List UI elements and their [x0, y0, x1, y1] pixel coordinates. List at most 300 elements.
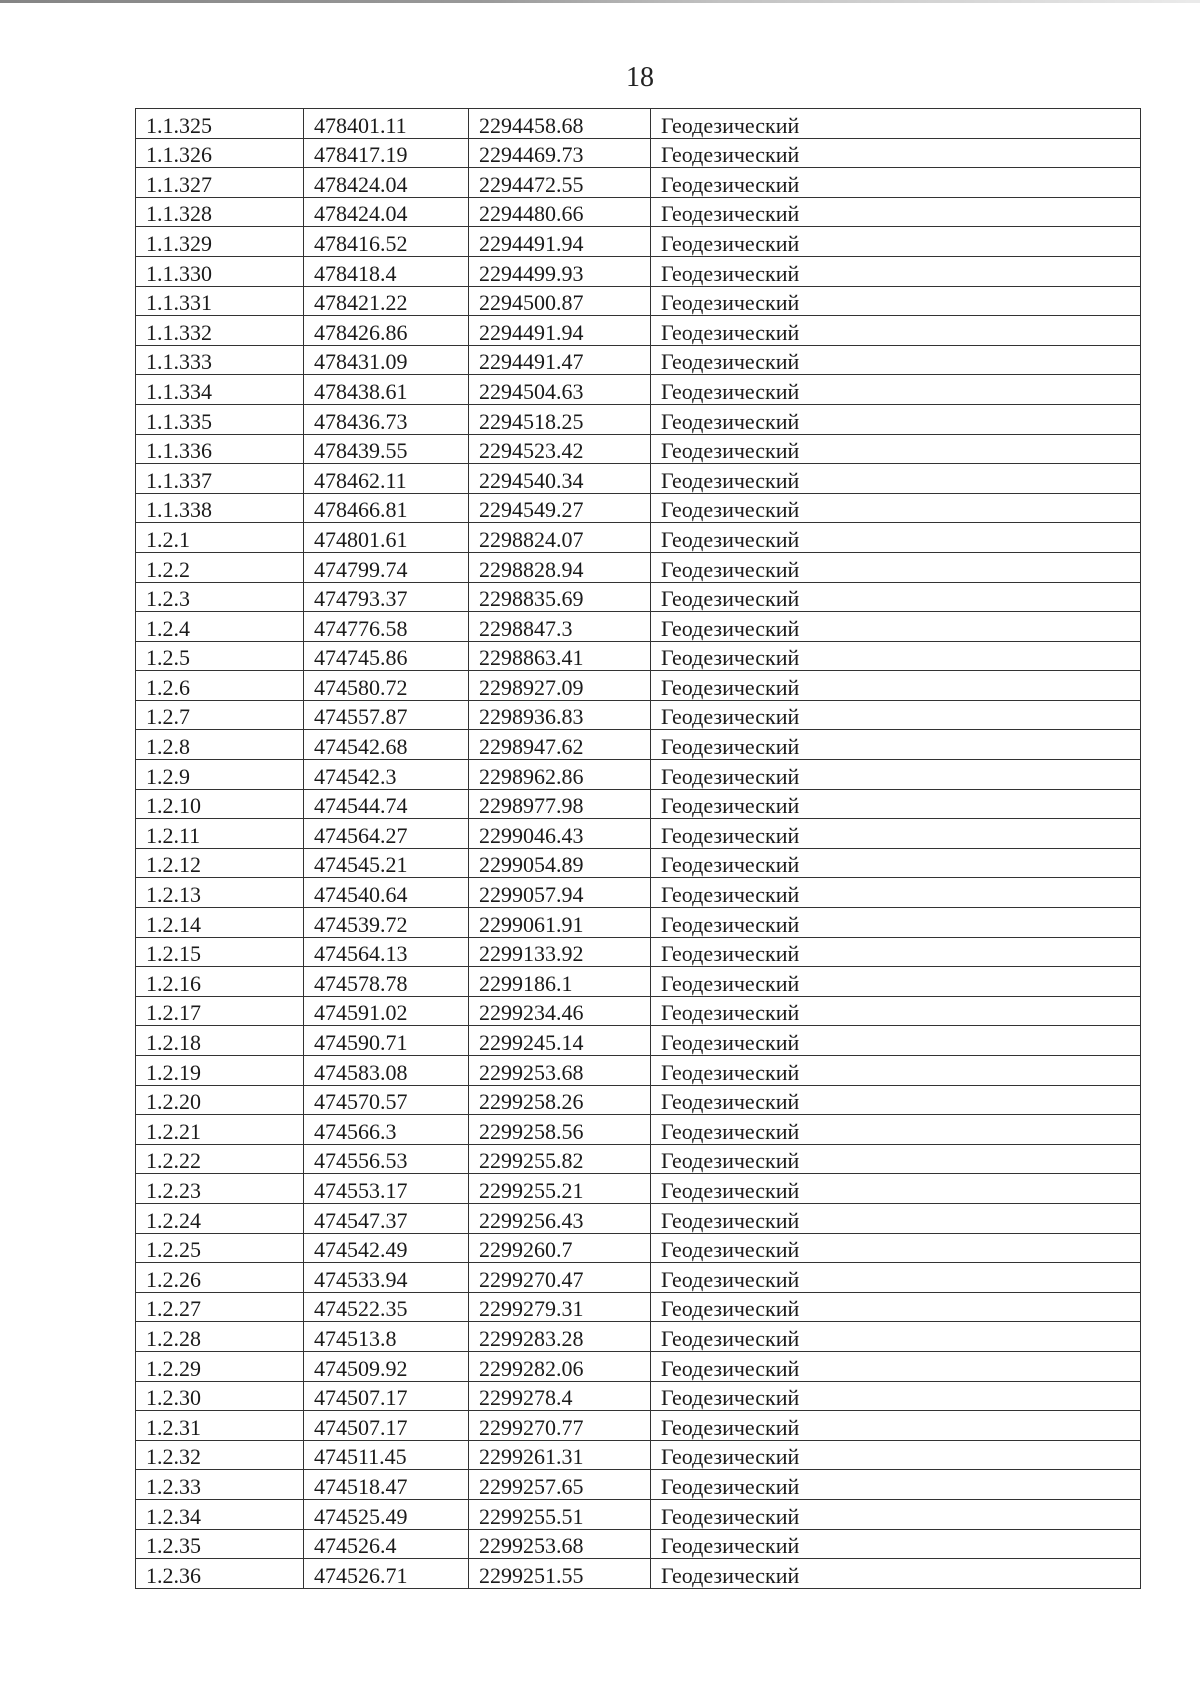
y-coordinate-text: 2299257.65	[479, 1473, 584, 1499]
point-number-text: 1.2.21	[146, 1118, 201, 1144]
method-cell	[651, 227, 1141, 257]
x-coordinate-cell	[304, 967, 469, 997]
method-cell	[651, 197, 1141, 227]
y-coordinate-text: 2298863.41	[479, 645, 584, 671]
y-coordinate-text: 2299234.46	[479, 1000, 584, 1026]
x-coordinate-text: 474553.17	[314, 1177, 408, 1203]
y-coordinate-cell	[469, 641, 651, 671]
table-row	[136, 1440, 1141, 1470]
x-coordinate-cell	[304, 1056, 469, 1086]
y-coordinate-cell	[469, 286, 651, 316]
point-number-cell	[136, 1322, 304, 1352]
y-coordinate-cell	[469, 1381, 651, 1411]
table-row	[136, 434, 1141, 464]
x-coordinate-cell	[304, 1026, 469, 1056]
point-number-cell	[136, 227, 304, 257]
table-row	[136, 1085, 1141, 1115]
point-number-text: 1.1.327	[146, 171, 212, 197]
x-coordinate-cell	[304, 1203, 469, 1233]
y-coordinate-text: 2299283.28	[479, 1325, 584, 1351]
method-text: Геодезический	[661, 556, 800, 582]
point-number-cell	[136, 848, 304, 878]
method-text: Геодезический	[661, 882, 800, 908]
x-coordinate-text: 474518.47	[314, 1473, 408, 1499]
method-cell	[651, 1144, 1141, 1174]
method-text: Геодезический	[661, 290, 800, 316]
method-text: Геодезический	[661, 970, 800, 996]
point-number-cell	[136, 760, 304, 790]
y-coordinate-cell	[469, 1499, 651, 1529]
table-row	[136, 227, 1141, 257]
y-coordinate-text: 2294518.25	[479, 408, 584, 434]
x-coordinate-cell	[304, 375, 469, 405]
x-coordinate-cell	[304, 1322, 469, 1352]
y-coordinate-cell	[469, 375, 651, 405]
x-coordinate-cell	[304, 1381, 469, 1411]
table-row	[136, 523, 1141, 553]
method-cell	[651, 1085, 1141, 1115]
table-row	[136, 582, 1141, 612]
point-number-cell	[136, 967, 304, 997]
method-text: Геодезический	[661, 1237, 800, 1263]
x-coordinate-cell	[304, 730, 469, 760]
method-cell	[651, 434, 1141, 464]
x-coordinate-text: 478462.11	[314, 467, 407, 493]
method-cell	[651, 878, 1141, 908]
x-coordinate-cell	[304, 700, 469, 730]
method-text: Геодезический	[661, 852, 800, 878]
y-coordinate-text: 2298962.86	[479, 763, 584, 789]
page-number: 18	[626, 62, 654, 93]
method-cell	[651, 404, 1141, 434]
y-coordinate-text: 2299061.91	[479, 911, 584, 937]
x-coordinate-cell	[304, 256, 469, 286]
point-number-cell	[136, 434, 304, 464]
x-coordinate-text: 474526.4	[314, 1533, 397, 1559]
method-text: Геодезический	[661, 1562, 800, 1588]
point-number-text: 1.1.328	[146, 201, 212, 227]
point-number-cell	[136, 138, 304, 168]
method-cell	[651, 1351, 1141, 1381]
method-cell	[651, 1233, 1141, 1263]
point-number-text: 1.2.5	[146, 645, 190, 671]
table-row	[136, 671, 1141, 701]
point-number-text: 1.1.336	[146, 438, 212, 464]
x-coordinate-cell	[304, 612, 469, 642]
y-coordinate-text: 2299251.55	[479, 1562, 584, 1588]
point-number-cell	[136, 641, 304, 671]
table-row	[136, 375, 1141, 405]
point-number-text: 1.1.329	[146, 230, 212, 256]
x-coordinate-text: 478418.4	[314, 260, 397, 286]
y-coordinate-text: 2299253.68	[479, 1533, 584, 1559]
y-coordinate-cell	[469, 1203, 651, 1233]
method-cell	[651, 908, 1141, 938]
x-coordinate-text: 474590.71	[314, 1030, 408, 1055]
x-coordinate-cell	[304, 760, 469, 790]
x-coordinate-text: 474564.27	[314, 822, 408, 848]
x-coordinate-cell	[304, 286, 469, 316]
y-coordinate-text: 2294500.87	[479, 290, 584, 316]
point-number-text: 1.2.34	[146, 1503, 201, 1529]
x-coordinate-text: 474776.58	[314, 615, 408, 641]
point-number-text: 1.1.332	[146, 319, 212, 345]
point-number-text: 1.1.334	[146, 378, 212, 404]
point-number-cell	[136, 345, 304, 375]
x-coordinate-cell	[304, 1144, 469, 1174]
method-text: Геодезический	[661, 1000, 800, 1026]
x-coordinate-text: 474547.37	[314, 1207, 408, 1233]
point-number-cell	[136, 819, 304, 849]
table-row	[136, 760, 1141, 790]
table-row	[136, 1529, 1141, 1559]
y-coordinate-text: 2299253.68	[479, 1059, 584, 1085]
y-coordinate-cell	[469, 760, 651, 790]
table-row	[136, 345, 1141, 375]
table-row	[136, 730, 1141, 760]
x-coordinate-cell	[304, 1411, 469, 1441]
x-coordinate-text: 474525.49	[314, 1503, 408, 1529]
point-number-text: 1.1.335	[146, 408, 212, 434]
point-number-cell	[136, 1203, 304, 1233]
table-row	[136, 996, 1141, 1026]
method-cell	[651, 1322, 1141, 1352]
point-number-cell	[136, 1559, 304, 1589]
method-cell	[651, 1529, 1141, 1559]
point-number-text: 1.2.24	[146, 1207, 201, 1233]
method-text: Геодезический	[661, 1296, 800, 1322]
method-text: Геодезический	[661, 112, 800, 138]
method-text: Геодезический	[661, 1030, 800, 1055]
x-coordinate-cell	[304, 819, 469, 849]
y-coordinate-text: 2299255.82	[479, 1148, 584, 1174]
table-row	[136, 908, 1141, 938]
method-text: Геодезический	[661, 349, 800, 375]
method-cell	[651, 967, 1141, 997]
table-row	[136, 168, 1141, 198]
method-cell	[651, 286, 1141, 316]
point-number-cell	[136, 612, 304, 642]
point-number-cell	[136, 1440, 304, 1470]
method-text: Геодезический	[661, 1207, 800, 1233]
point-number-text: 1.2.31	[146, 1414, 201, 1440]
x-coordinate-text: 474793.37	[314, 586, 408, 612]
table-row	[136, 256, 1141, 286]
y-coordinate-text: 2299255.51	[479, 1503, 584, 1529]
y-coordinate-text: 2294480.66	[479, 201, 584, 227]
table-row	[136, 286, 1141, 316]
method-text: Геодезический	[661, 822, 800, 848]
x-coordinate-text: 478436.73	[314, 408, 408, 434]
x-coordinate-text: 478426.86	[314, 319, 408, 345]
y-coordinate-text: 2299057.94	[479, 882, 584, 908]
table-row	[136, 138, 1141, 168]
table-row	[136, 1470, 1141, 1500]
method-text: Геодезический	[661, 1533, 800, 1559]
point-number-text: 1.2.26	[146, 1266, 201, 1292]
point-number-cell	[136, 937, 304, 967]
y-coordinate-text: 2299186.1	[479, 970, 573, 996]
y-coordinate-text: 2294458.68	[479, 112, 584, 138]
x-coordinate-text: 478416.52	[314, 230, 408, 256]
point-number-cell	[136, 286, 304, 316]
point-number-cell	[136, 1233, 304, 1263]
x-coordinate-cell	[304, 197, 469, 227]
point-number-cell	[136, 1115, 304, 1145]
point-number-cell	[136, 404, 304, 434]
point-number-text: 1.2.2	[146, 556, 190, 582]
table-row	[136, 1322, 1141, 1352]
method-text: Геодезический	[661, 674, 800, 700]
y-coordinate-cell	[469, 434, 651, 464]
point-number-cell	[136, 375, 304, 405]
x-coordinate-text: 478424.04	[314, 171, 408, 197]
point-number-text: 1.1.330	[146, 260, 212, 286]
x-coordinate-cell	[304, 168, 469, 198]
x-coordinate-cell	[304, 523, 469, 553]
point-number-cell	[136, 1381, 304, 1411]
x-coordinate-text: 478421.22	[314, 290, 408, 316]
x-coordinate-cell	[304, 404, 469, 434]
y-coordinate-cell	[469, 1174, 651, 1204]
point-number-cell	[136, 1499, 304, 1529]
x-coordinate-cell	[304, 878, 469, 908]
method-text: Геодезический	[661, 1355, 800, 1381]
point-number-cell	[136, 168, 304, 198]
x-coordinate-cell	[304, 582, 469, 612]
y-coordinate-cell	[469, 404, 651, 434]
method-text: Геодезический	[661, 1325, 800, 1351]
x-coordinate-text: 474542.68	[314, 734, 408, 760]
point-number-text: 1.2.6	[146, 674, 190, 700]
x-coordinate-text: 474578.78	[314, 970, 408, 996]
point-number-text: 1.2.28	[146, 1325, 201, 1351]
point-number-cell	[136, 1144, 304, 1174]
table-row	[136, 1351, 1141, 1381]
method-cell	[651, 700, 1141, 730]
point-number-cell	[136, 700, 304, 730]
scan-edge	[0, 0, 1200, 3]
method-text: Геодезический	[661, 378, 800, 404]
table-row	[136, 1559, 1141, 1589]
point-number-cell	[136, 493, 304, 523]
point-number-text: 1.1.326	[146, 142, 212, 168]
point-number-cell	[136, 1026, 304, 1056]
table-row	[136, 1292, 1141, 1322]
method-text: Геодезический	[661, 438, 800, 464]
x-coordinate-cell	[304, 641, 469, 671]
y-coordinate-cell	[469, 345, 651, 375]
method-cell	[651, 848, 1141, 878]
y-coordinate-cell	[469, 700, 651, 730]
x-coordinate-text: 478438.61	[314, 378, 408, 404]
x-coordinate-cell	[304, 1085, 469, 1115]
point-number-text: 1.2.15	[146, 941, 201, 967]
x-coordinate-text: 474507.17	[314, 1414, 408, 1440]
table-row	[136, 819, 1141, 849]
method-text: Геодезический	[661, 586, 800, 612]
method-cell	[651, 612, 1141, 642]
y-coordinate-cell	[469, 789, 651, 819]
x-coordinate-text: 474526.71	[314, 1562, 408, 1588]
point-number-cell	[136, 908, 304, 938]
point-number-cell	[136, 730, 304, 760]
x-coordinate-cell	[304, 996, 469, 1026]
point-number-cell	[136, 552, 304, 582]
method-cell	[651, 552, 1141, 582]
point-number-text: 1.2.18	[146, 1030, 201, 1055]
table-row	[136, 789, 1141, 819]
y-coordinate-cell	[469, 256, 651, 286]
x-coordinate-text: 474799.74	[314, 556, 408, 582]
method-text: Геодезический	[661, 408, 800, 434]
method-text: Геодезический	[661, 497, 800, 523]
x-coordinate-text: 474591.02	[314, 1000, 408, 1026]
method-text: Геодезический	[661, 1148, 800, 1174]
x-coordinate-cell	[304, 552, 469, 582]
x-coordinate-text: 474507.17	[314, 1385, 408, 1411]
y-coordinate-cell	[469, 1144, 651, 1174]
y-coordinate-text: 2299282.06	[479, 1355, 584, 1381]
y-coordinate-text: 2299260.7	[479, 1237, 573, 1263]
y-coordinate-text: 2294491.94	[479, 319, 584, 345]
point-number-text: 1.2.25	[146, 1237, 201, 1263]
point-number-text: 1.2.33	[146, 1473, 201, 1499]
table-row	[136, 612, 1141, 642]
point-number-cell	[136, 109, 304, 139]
method-cell	[651, 1470, 1141, 1500]
y-coordinate-cell	[469, 552, 651, 582]
method-text: Геодезический	[661, 793, 800, 819]
y-coordinate-cell	[469, 1026, 651, 1056]
method-cell	[651, 1115, 1141, 1145]
x-coordinate-text: 474544.74	[314, 793, 408, 819]
table-row	[136, 316, 1141, 346]
point-number-text: 1.1.338	[146, 497, 212, 523]
table-row	[136, 700, 1141, 730]
x-coordinate-cell	[304, 227, 469, 257]
method-cell	[651, 523, 1141, 553]
x-coordinate-cell	[304, 1292, 469, 1322]
y-coordinate-text: 2298927.09	[479, 674, 584, 700]
x-coordinate-cell	[304, 138, 469, 168]
method-cell	[651, 819, 1141, 849]
y-coordinate-text: 2294504.63	[479, 378, 584, 404]
y-coordinate-cell	[469, 1440, 651, 1470]
y-coordinate-text: 2294540.34	[479, 467, 584, 493]
method-cell	[651, 1381, 1141, 1411]
x-coordinate-cell	[304, 434, 469, 464]
method-text: Геодезический	[661, 260, 800, 286]
x-coordinate-text: 474522.35	[314, 1296, 408, 1322]
method-cell	[651, 671, 1141, 701]
point-number-text: 1.2.22	[146, 1148, 201, 1174]
point-number-text: 1.2.20	[146, 1089, 201, 1115]
point-number-text: 1.2.32	[146, 1444, 201, 1470]
x-coordinate-text: 474801.61	[314, 526, 408, 552]
table-row	[136, 1056, 1141, 1086]
x-coordinate-cell	[304, 908, 469, 938]
table-row	[136, 464, 1141, 494]
x-coordinate-cell	[304, 1115, 469, 1145]
x-coordinate-cell	[304, 848, 469, 878]
x-coordinate-cell	[304, 1470, 469, 1500]
y-coordinate-text: 2294491.47	[479, 349, 584, 375]
point-number-text: 1.2.30	[146, 1385, 201, 1411]
method-cell	[651, 937, 1141, 967]
y-coordinate-cell	[469, 316, 651, 346]
y-coordinate-cell	[469, 937, 651, 967]
table-row	[136, 1203, 1141, 1233]
method-text: Геодезический	[661, 1414, 800, 1440]
y-coordinate-cell	[469, 1085, 651, 1115]
method-cell	[651, 1203, 1141, 1233]
point-number-text: 1.2.36	[146, 1562, 201, 1588]
method-cell	[651, 1559, 1141, 1589]
x-coordinate-text: 474511.45	[314, 1444, 407, 1470]
method-text: Геодезический	[661, 1473, 800, 1499]
y-coordinate-cell	[469, 1115, 651, 1145]
point-number-cell	[136, 1351, 304, 1381]
method-cell	[651, 316, 1141, 346]
point-number-text: 1.2.1	[146, 526, 190, 552]
y-coordinate-text: 2299256.43	[479, 1207, 584, 1233]
y-coordinate-cell	[469, 1322, 651, 1352]
y-coordinate-text: 2294499.93	[479, 260, 584, 286]
method-text: Геодезический	[661, 1059, 800, 1085]
y-coordinate-text: 2299279.31	[479, 1296, 584, 1322]
x-coordinate-cell	[304, 671, 469, 701]
y-coordinate-cell	[469, 523, 651, 553]
y-coordinate-text: 2299261.31	[479, 1444, 584, 1470]
point-number-cell	[136, 1470, 304, 1500]
x-coordinate-text: 474545.21	[314, 852, 408, 878]
table-row	[136, 1499, 1141, 1529]
y-coordinate-text: 2299258.26	[479, 1089, 584, 1115]
x-coordinate-text: 474540.64	[314, 882, 408, 908]
x-coordinate-text: 474542.3	[314, 763, 397, 789]
x-coordinate-cell	[304, 937, 469, 967]
y-coordinate-text: 2294523.42	[479, 438, 584, 464]
method-cell	[651, 1440, 1141, 1470]
y-coordinate-cell	[469, 227, 651, 257]
table-row	[136, 552, 1141, 582]
y-coordinate-text: 2299258.56	[479, 1118, 584, 1144]
method-text: Геодезический	[661, 645, 800, 671]
point-number-text: 1.2.29	[146, 1355, 201, 1381]
y-coordinate-cell	[469, 878, 651, 908]
point-number-text: 1.2.3	[146, 586, 190, 612]
point-number-text: 1.2.27	[146, 1296, 201, 1322]
method-text: Геодезический	[661, 704, 800, 730]
method-cell	[651, 464, 1141, 494]
x-coordinate-text: 478401.11	[314, 112, 407, 138]
x-coordinate-text: 474583.08	[314, 1059, 408, 1085]
point-number-text: 1.2.19	[146, 1059, 201, 1085]
point-number-cell	[136, 523, 304, 553]
y-coordinate-cell	[469, 1470, 651, 1500]
point-number-cell	[136, 464, 304, 494]
method-text: Геодезический	[661, 319, 800, 345]
point-number-text: 1.2.23	[146, 1177, 201, 1203]
method-cell	[651, 1292, 1141, 1322]
point-number-text: 1.2.12	[146, 852, 201, 878]
point-number-cell	[136, 582, 304, 612]
x-coordinate-text: 478466.81	[314, 497, 408, 523]
method-text: Геодезический	[661, 171, 800, 197]
y-coordinate-text: 2299270.77	[479, 1414, 584, 1440]
y-coordinate-cell	[469, 1233, 651, 1263]
